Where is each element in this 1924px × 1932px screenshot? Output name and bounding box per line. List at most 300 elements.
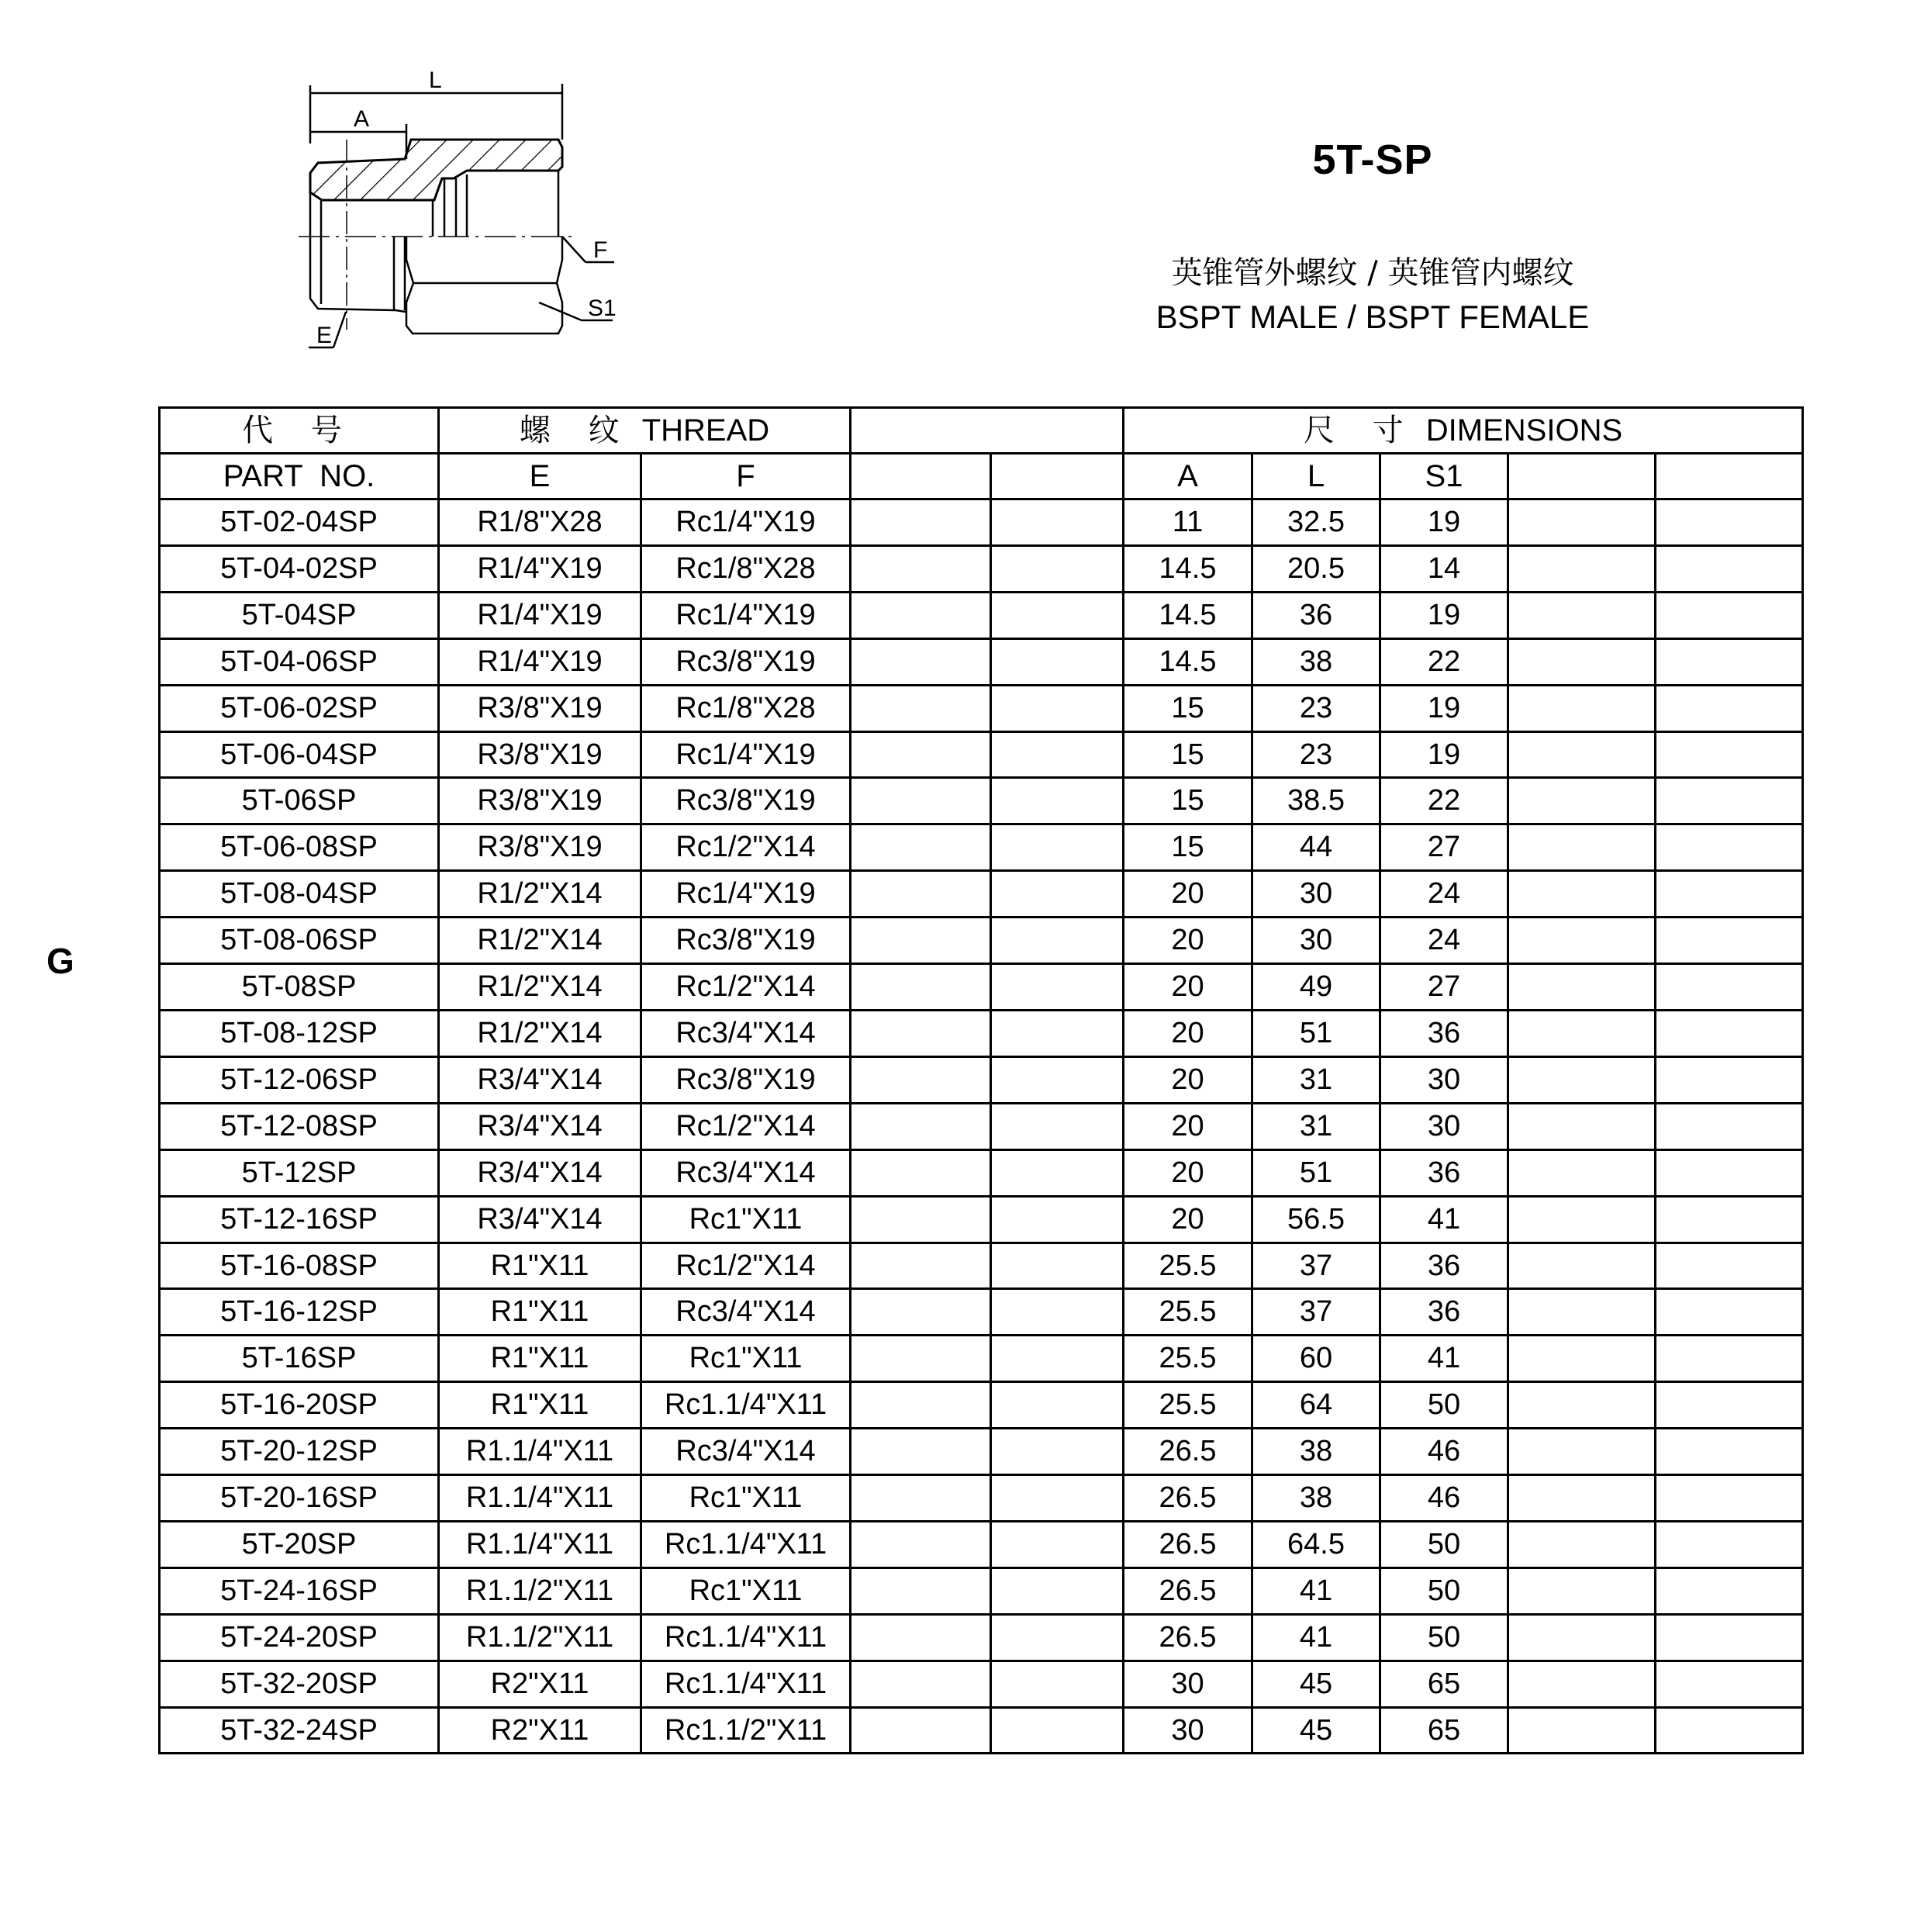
cell-thread-F: Rc1.1/4"X11 (641, 1661, 851, 1707)
fitting-cross-section-drawing (287, 62, 628, 365)
cell-part-no: 5T-06-04SP (160, 731, 439, 778)
cell-thread-E: R1"X11 (439, 1336, 641, 1382)
cell-dim-A: 20 (1124, 1196, 1252, 1242)
specification-table (158, 406, 1804, 1754)
cell-dim-S1: 36 (1380, 1242, 1508, 1289)
cell-thread-F: Rc1.1/4"X11 (641, 1521, 851, 1567)
cell-blank (851, 638, 991, 685)
table-row (160, 592, 1803, 638)
cell-thread-E: R2"X11 (439, 1707, 641, 1754)
cell-blank (1656, 1614, 1803, 1661)
table-row (160, 1196, 1803, 1242)
cell-blank (851, 1289, 991, 1336)
cell-dim-L: 31 (1252, 1056, 1380, 1103)
cell-dim-S1: 22 (1380, 638, 1508, 685)
cell-dim-A: 14.5 (1124, 592, 1252, 638)
cell-part-no: 5T-08-04SP (160, 871, 439, 918)
table-row (160, 1289, 1803, 1336)
cell-blank (1656, 545, 1803, 592)
cell-dim-S1: 19 (1380, 499, 1508, 546)
table-row (160, 731, 1803, 778)
cell-part-no: 5T-32-20SP (160, 1661, 439, 1707)
cell-thread-E: R1/8"X28 (439, 499, 641, 546)
dimension-label-L: L (429, 67, 442, 93)
cell-dim-S1: 46 (1380, 1429, 1508, 1475)
cell-dim-S1: 30 (1380, 1103, 1508, 1149)
cell-thread-F: Rc1"X11 (641, 1567, 851, 1614)
cell-dim-A: 15 (1124, 824, 1252, 871)
cell-thread-F: Rc1"X11 (641, 1336, 851, 1382)
cell-blank (851, 778, 991, 824)
table-row (160, 1336, 1803, 1382)
header-thread-group: 螺 纹 THREAD (439, 408, 851, 454)
table-row (160, 824, 1803, 871)
cell-blank (851, 1707, 991, 1754)
header-dimensions-group: 尺 寸 DIMENSIONS (1124, 408, 1803, 454)
cell-dim-S1: 50 (1380, 1567, 1508, 1614)
cell-blank (991, 1614, 1124, 1661)
cell-part-no: 5T-08SP (160, 964, 439, 1011)
cell-dim-L: 49 (1252, 964, 1380, 1011)
cell-thread-E: R1.1/2"X11 (439, 1614, 641, 1661)
cell-blank (851, 1056, 991, 1103)
cell-blank (851, 1661, 991, 1707)
cell-blank (851, 824, 991, 871)
cell-part-no: 5T-16-12SP (160, 1289, 439, 1336)
cell-part-no: 5T-06-02SP (160, 685, 439, 731)
cell-thread-E: R1.1/4"X11 (439, 1475, 641, 1522)
cell-blank (991, 1661, 1124, 1707)
cell-dim-S1: 36 (1380, 1010, 1508, 1056)
cell-blank (851, 964, 991, 1011)
cell-thread-F: Rc1/8"X28 (641, 685, 851, 731)
cell-dim-A: 14.5 (1124, 638, 1252, 685)
cell-thread-E: R1/2"X14 (439, 871, 641, 918)
cell-dim-L: 32.5 (1252, 499, 1380, 546)
cell-thread-F: Rc3/8"X19 (641, 918, 851, 964)
cell-blank (851, 1242, 991, 1289)
table-row (160, 918, 1803, 964)
cell-blank (1656, 1289, 1803, 1336)
cell-blank (991, 499, 1124, 546)
cell-blank (1508, 871, 1656, 918)
subtitle-english: BSPT MALE / BSPT FEMALE (1155, 299, 1590, 335)
cell-dim-A: 20 (1124, 1103, 1252, 1149)
cell-part-no: 5T-04SP (160, 592, 439, 638)
cell-dim-A: 25.5 (1124, 1289, 1252, 1336)
cell-blank (851, 1429, 991, 1475)
cell-thread-F: Rc1/2"X14 (641, 964, 851, 1011)
cell-part-no: 5T-08-12SP (160, 1010, 439, 1056)
cell-thread-F: Rc3/4"X14 (641, 1010, 851, 1056)
cell-blank (991, 638, 1124, 685)
cell-part-no: 5T-12-08SP (160, 1103, 439, 1149)
cell-blank (991, 1567, 1124, 1614)
cell-dim-L: 30 (1252, 918, 1380, 964)
cell-blank (1508, 1707, 1656, 1754)
cell-part-no: 5T-20-16SP (160, 1475, 439, 1522)
cell-thread-E: R3/8"X19 (439, 824, 641, 871)
cell-thread-F: Rc3/8"X19 (641, 1056, 851, 1103)
cell-dim-A: 15 (1124, 778, 1252, 824)
cell-blank (991, 545, 1124, 592)
cell-thread-F: Rc1/4"X19 (641, 731, 851, 778)
cell-part-no: 5T-20SP (160, 1521, 439, 1567)
cell-dim-L: 23 (1252, 685, 1380, 731)
cell-thread-E: R1/2"X14 (439, 918, 641, 964)
cell-thread-F: Rc1/2"X14 (641, 1242, 851, 1289)
cell-blank (851, 1010, 991, 1056)
cell-blank (1508, 964, 1656, 1011)
cell-blank (1508, 1242, 1656, 1289)
cell-dim-L: 20.5 (1252, 545, 1380, 592)
cell-dim-L: 36 (1252, 592, 1380, 638)
cell-part-no: 5T-08-06SP (160, 918, 439, 964)
header-F: F (641, 454, 851, 499)
cell-thread-F: Rc3/8"X19 (641, 778, 851, 824)
cell-blank (1656, 1521, 1803, 1567)
cell-dim-A: 15 (1124, 731, 1252, 778)
cell-blank (1508, 1336, 1656, 1382)
cell-blank (1656, 778, 1803, 824)
cell-dim-S1: 65 (1380, 1707, 1508, 1754)
cell-thread-F: Rc1.1/2"X11 (641, 1707, 851, 1754)
cell-dim-A: 26.5 (1124, 1614, 1252, 1661)
header-row-group (160, 408, 1803, 454)
cell-blank (991, 1242, 1124, 1289)
cell-blank (1656, 1707, 1803, 1754)
cell-blank (991, 964, 1124, 1011)
cell-dim-A: 20 (1124, 918, 1252, 964)
cell-blank (1508, 1103, 1656, 1149)
cell-blank (851, 1614, 991, 1661)
header-L: L (1252, 454, 1380, 499)
header-A: A (1124, 454, 1252, 499)
cell-thread-E: R3/4"X14 (439, 1103, 641, 1149)
cell-dim-L: 23 (1252, 731, 1380, 778)
cell-blank (851, 499, 991, 546)
cell-blank (1656, 731, 1803, 778)
cell-part-no: 5T-12-16SP (160, 1196, 439, 1242)
cell-thread-F: Rc1/2"X14 (641, 1103, 851, 1149)
cell-blank (1656, 824, 1803, 871)
cell-thread-F: Rc1"X11 (641, 1196, 851, 1242)
cell-blank (1656, 1567, 1803, 1614)
cell-blank (1656, 638, 1803, 685)
cell-dim-S1: 46 (1380, 1475, 1508, 1522)
cell-blank (851, 731, 991, 778)
section-letter: G (47, 941, 74, 981)
cell-thread-F: Rc1.1/4"X11 (641, 1382, 851, 1429)
cell-blank (1656, 685, 1803, 731)
cell-dim-A: 20 (1124, 1056, 1252, 1103)
cell-dim-L: 38 (1252, 638, 1380, 685)
cell-blank (991, 778, 1124, 824)
cell-dim-S1: 50 (1380, 1614, 1508, 1661)
cell-part-no: 5T-02-04SP (160, 499, 439, 546)
cell-thread-E: R1"X11 (439, 1242, 641, 1289)
cell-blank (851, 1382, 991, 1429)
cell-blank (991, 1707, 1124, 1754)
cell-blank (991, 1289, 1124, 1336)
cell-dim-A: 26.5 (1124, 1521, 1252, 1567)
cell-blank (991, 1336, 1124, 1382)
cell-dim-A: 11 (1124, 499, 1252, 546)
dimension-label-A: A (354, 106, 370, 132)
header-blank-2 (991, 454, 1124, 499)
table-row (160, 778, 1803, 824)
cell-dim-L: 56.5 (1252, 1196, 1380, 1242)
cell-dim-L: 38 (1252, 1475, 1380, 1522)
cell-dim-S1: 14 (1380, 545, 1508, 592)
cell-blank (1508, 1010, 1656, 1056)
cell-blank (991, 1056, 1124, 1103)
product-code-title: 5T-SP (1312, 137, 1433, 183)
cell-dim-S1: 24 (1380, 918, 1508, 964)
cell-blank (851, 1149, 991, 1196)
cell-part-no: 5T-32-24SP (160, 1707, 439, 1754)
cell-blank (851, 1336, 991, 1382)
cell-dim-S1: 19 (1380, 592, 1508, 638)
cell-dim-L: 44 (1252, 824, 1380, 871)
cell-blank (1656, 1056, 1803, 1103)
cell-blank (851, 871, 991, 918)
cell-dim-S1: 50 (1380, 1382, 1508, 1429)
cell-blank (1508, 592, 1656, 638)
cell-dim-L: 51 (1252, 1010, 1380, 1056)
table-row (160, 1010, 1803, 1056)
table-row (160, 685, 1803, 731)
cell-dim-L: 37 (1252, 1289, 1380, 1336)
cell-dim-S1: 41 (1380, 1196, 1508, 1242)
cell-blank (851, 685, 991, 731)
table-row (160, 499, 1803, 546)
table-row (160, 1614, 1803, 1661)
cell-part-no: 5T-04-02SP (160, 545, 439, 592)
cell-blank (1656, 1429, 1803, 1475)
cell-thread-E: R3/4"X14 (439, 1056, 641, 1103)
cell-blank (851, 592, 991, 638)
cell-blank (1508, 1382, 1656, 1429)
cell-blank (1508, 731, 1656, 778)
cell-part-no: 5T-04-06SP (160, 638, 439, 685)
cell-dim-A: 20 (1124, 1010, 1252, 1056)
cell-dim-L: 41 (1252, 1567, 1380, 1614)
cell-part-no: 5T-06SP (160, 778, 439, 824)
cell-blank (1656, 871, 1803, 918)
cell-blank (991, 731, 1124, 778)
cell-blank (1508, 1429, 1656, 1475)
cell-blank (1656, 1010, 1803, 1056)
thread-label-E: E (316, 323, 333, 348)
cell-blank (1508, 1056, 1656, 1103)
table-row (160, 1429, 1803, 1475)
table-row (160, 1149, 1803, 1196)
cell-dim-A: 30 (1124, 1661, 1252, 1707)
cell-blank (991, 918, 1124, 964)
cell-blank (1508, 1149, 1656, 1196)
cell-dim-L: 45 (1252, 1707, 1380, 1754)
cell-dim-L: 45 (1252, 1661, 1380, 1707)
cell-dim-S1: 41 (1380, 1336, 1508, 1382)
cell-thread-E: R3/8"X19 (439, 731, 641, 778)
cell-dim-S1: 27 (1380, 964, 1508, 1011)
cell-dim-A: 25.5 (1124, 1382, 1252, 1429)
cell-blank (1508, 685, 1656, 731)
cell-thread-F: Rc3/8"X19 (641, 638, 851, 685)
cell-dim-A: 20 (1124, 871, 1252, 918)
table-row (160, 1661, 1803, 1707)
cell-part-no: 5T-12-06SP (160, 1056, 439, 1103)
cell-dim-S1: 24 (1380, 871, 1508, 918)
cell-thread-F: Rc1/2"X14 (641, 824, 851, 871)
cell-dim-L: 41 (1252, 1614, 1380, 1661)
cell-dim-S1: 19 (1380, 731, 1508, 778)
cell-blank (1656, 1196, 1803, 1242)
cell-dim-A: 26.5 (1124, 1429, 1252, 1475)
cell-blank (1656, 1661, 1803, 1707)
cell-part-no: 5T-16-08SP (160, 1242, 439, 1289)
cell-thread-E: R3/4"X14 (439, 1196, 641, 1242)
cell-blank (1656, 1382, 1803, 1429)
cell-blank (851, 1521, 991, 1567)
header-E: E (439, 454, 641, 499)
cell-thread-E: R1/4"X19 (439, 592, 641, 638)
cell-blank (1656, 1149, 1803, 1196)
cell-dim-L: 31 (1252, 1103, 1380, 1149)
cell-dim-L: 51 (1252, 1149, 1380, 1196)
cell-blank (991, 1010, 1124, 1056)
cell-thread-E: R2"X11 (439, 1661, 641, 1707)
cell-dim-A: 30 (1124, 1707, 1252, 1754)
cell-dim-S1: 22 (1380, 778, 1508, 824)
cell-blank (1508, 778, 1656, 824)
cell-thread-F: Rc1.1/4"X11 (641, 1614, 851, 1661)
cell-blank (991, 1196, 1124, 1242)
cell-part-no: 5T-06-08SP (160, 824, 439, 871)
cell-thread-F: Rc1/4"X19 (641, 499, 851, 546)
cell-dim-S1: 36 (1380, 1149, 1508, 1196)
header-blank-4 (1656, 454, 1803, 499)
cell-thread-E: R3/4"X14 (439, 1149, 641, 1196)
cell-blank (1508, 918, 1656, 964)
cell-blank (1508, 1475, 1656, 1522)
cell-dim-L: 60 (1252, 1336, 1380, 1382)
cell-thread-E: R1/2"X14 (439, 964, 641, 1011)
cell-dim-S1: 30 (1380, 1056, 1508, 1103)
cell-blank (1508, 499, 1656, 546)
cell-dim-S1: 36 (1380, 1289, 1508, 1336)
header-S1: S1 (1380, 454, 1508, 499)
table-row (160, 1242, 1803, 1289)
cell-blank (1508, 1521, 1656, 1567)
cell-blank (851, 545, 991, 592)
cell-thread-E: R1/4"X19 (439, 545, 641, 592)
cell-thread-E: R3/8"X19 (439, 685, 641, 731)
cell-blank (1508, 545, 1656, 592)
table-row (160, 871, 1803, 918)
cell-blank (851, 1475, 991, 1522)
cell-dim-A: 26.5 (1124, 1567, 1252, 1614)
cell-blank (991, 1429, 1124, 1475)
cell-thread-F: Rc1/4"X19 (641, 592, 851, 638)
table-row (160, 1521, 1803, 1567)
cell-dim-A: 20 (1124, 1149, 1252, 1196)
cell-part-no: 5T-16-20SP (160, 1382, 439, 1429)
header-blank-1 (851, 454, 991, 499)
cell-thread-F: Rc1"X11 (641, 1475, 851, 1522)
cell-blank (1508, 1661, 1656, 1707)
cell-thread-E: R1.1/4"X11 (439, 1521, 641, 1567)
cell-dim-L: 38 (1252, 1429, 1380, 1475)
cell-blank (1656, 499, 1803, 546)
cell-part-no: 5T-16SP (160, 1336, 439, 1382)
cell-thread-E: R1/2"X14 (439, 1010, 641, 1056)
cell-blank (1508, 1567, 1656, 1614)
cell-dim-L: 64.5 (1252, 1521, 1380, 1567)
table-row (160, 1056, 1803, 1103)
table-row (160, 1382, 1803, 1429)
table-row (160, 1707, 1803, 1754)
cell-dim-S1: 50 (1380, 1521, 1508, 1567)
header-part-cn: 代 号 (160, 408, 439, 454)
cell-blank (1508, 1614, 1656, 1661)
cell-blank (1508, 1196, 1656, 1242)
cell-dim-S1: 65 (1380, 1661, 1508, 1707)
cell-dim-L: 30 (1252, 871, 1380, 918)
table-row (160, 1103, 1803, 1149)
cell-part-no: 5T-24-20SP (160, 1614, 439, 1661)
cell-blank (851, 1567, 991, 1614)
cell-thread-E: R3/8"X19 (439, 778, 641, 824)
cell-blank (851, 1196, 991, 1242)
cell-blank (991, 1475, 1124, 1522)
cell-part-no: 5T-24-16SP (160, 1567, 439, 1614)
cell-dim-A: 15 (1124, 685, 1252, 731)
cell-blank (991, 871, 1124, 918)
cell-dim-A: 20 (1124, 964, 1252, 1011)
cell-thread-E: R1.1/2"X11 (439, 1567, 641, 1614)
table-row (160, 638, 1803, 685)
thread-label-F: F (593, 237, 608, 263)
hex-label-S1: S1 (588, 296, 617, 321)
cell-thread-E: R1.1/4"X11 (439, 1429, 641, 1475)
cell-thread-F: Rc3/4"X14 (641, 1149, 851, 1196)
header-part-no: PART NO. (160, 454, 439, 499)
cell-part-no: 5T-12SP (160, 1149, 439, 1196)
cell-dim-A: 25.5 (1124, 1242, 1252, 1289)
cell-blank (991, 1149, 1124, 1196)
cell-blank (1656, 1103, 1803, 1149)
cell-blank (991, 1382, 1124, 1429)
cell-dim-S1: 27 (1380, 824, 1508, 871)
cell-dim-A: 25.5 (1124, 1336, 1252, 1382)
cell-blank (1508, 824, 1656, 871)
cell-blank (991, 1103, 1124, 1149)
cell-dim-L: 38.5 (1252, 778, 1380, 824)
cell-blank (1656, 1475, 1803, 1522)
table-row (160, 545, 1803, 592)
cell-blank (1656, 1336, 1803, 1382)
cell-thread-E: R1"X11 (439, 1382, 641, 1429)
table-row (160, 1475, 1803, 1522)
cell-thread-E: R1"X11 (439, 1289, 641, 1336)
header-blank-3 (1508, 454, 1656, 499)
cell-thread-F: Rc1/4"X19 (641, 871, 851, 918)
cell-dim-A: 14.5 (1124, 545, 1252, 592)
cell-blank (851, 918, 991, 964)
cell-dim-S1: 19 (1380, 685, 1508, 731)
